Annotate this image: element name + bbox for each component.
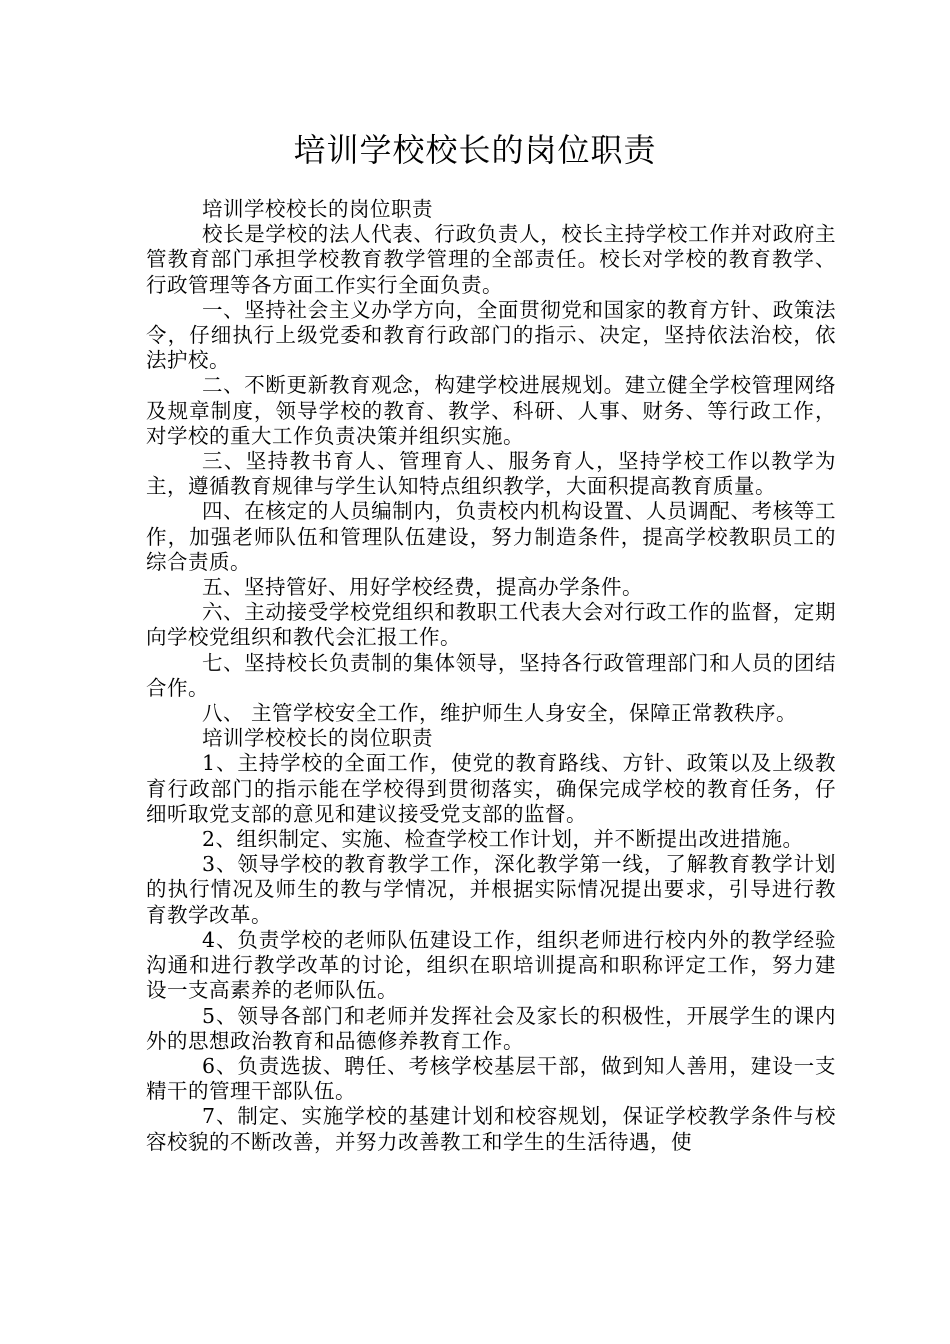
paragraph: 1、主持学校的全面工作，使党的教育路线、方针、政策以及上级教育行政部门的指示能在学校得到贯彻落实，确保完成学校的教育任务，仔细听取党支部的意见和建议接受党支部的监督。 [146, 751, 836, 826]
paragraph: 5、领导各部门和老师并发挥社会及家长的积极性，开展学生的课内外的思想政治教育和品德修养教育工作。 [146, 1003, 836, 1053]
paragraph: 一、坚持社会主义办学方向，全面贯彻党和国家的教育方针、政策法令，仔细执行上级党委和教育行政部门的指示、决定，坚持依法治校，依法护校。 [146, 297, 836, 373]
paragraph: 2、组织制定、实施、检查学校工作计划，并不断提出改进措施。 [202, 827, 804, 852]
paragraph: 4、负责学校的老师队伍建设工作，组织老师进行校内外的教学经验沟通和进行教学改革的讨论，组织在职培训提高和职称评定工作，努力建设一支高素养的老师队伍。 [146, 927, 836, 1003]
paragraph: 6、负责选拔、聘任、考核学校基层干部，做到知人善用，建设一支精干的管理干部队伍。 [146, 1053, 836, 1104]
paragraph: 八、 主管学校安全工作，维护师生人身安全，保障正常教秩序。 [202, 701, 798, 726]
paragraph: 七、坚持校长负责制的集体领导，坚持各行政管理部门和人员的团结合作。 [146, 650, 836, 700]
paragraph: 7、制定、实施学校的基建计划和校容规划，保证学校教学条件与校容校貌的不断改善，并努力改善教工和学生的生活待遇，使 [146, 1104, 836, 1154]
paragraph: 五、坚持管好、用好学校经费，提高办学条件。 [202, 575, 643, 600]
section-heading: 培训学校校长的岗位职责 [202, 197, 433, 221]
paragraph: 二、不断更新教育观念，构建学校进展规划。建立健全学校管理网络及规章制度，领导学校的教育、教学、科研、人事、财务、等行政工作，对学校的重大工作负责决策并组织实施。 [146, 373, 836, 448]
paragraph: 校长是学校的法人代表、行政负责人，校长主持学校工作并对政府主管教育部门承担学校教育教学管理的全部责任。校长对学校的教育教学、行政管理等各方面工作实行全面负责。 [146, 222, 836, 297]
paragraph: 3、领导学校的教育教学工作，深化教学第一线，了解教育教学计划的执行情况及师生的教与学情况，并根据实际情况提出要求，引导进行教育教学改革。 [146, 852, 836, 927]
document-title: 培训学校校长的岗位职责 [293, 131, 657, 169]
document-body [146, 197, 836, 1155]
paragraph: 六、主动接受学校党组织和教职工代表大会对行政工作的监督，定期向学校党组织和教代会汇报工作。 [146, 600, 836, 650]
paragraph: 三、坚持教书育人、管理育人、服务育人，坚持学校工作以教学为主，遵循教育规律与学生认知特点组织教学，大面积提高教育质量。 [146, 449, 836, 499]
section-heading: 培训学校校长的岗位职责 [202, 726, 433, 751]
paragraph: 四、在核定的人员编制内，负责校内机构设置、人员调配、考核等工作，加强老师队伍和管理队伍建设，努力制造条件，提高学校教职员工的综合责质。 [146, 499, 836, 574]
